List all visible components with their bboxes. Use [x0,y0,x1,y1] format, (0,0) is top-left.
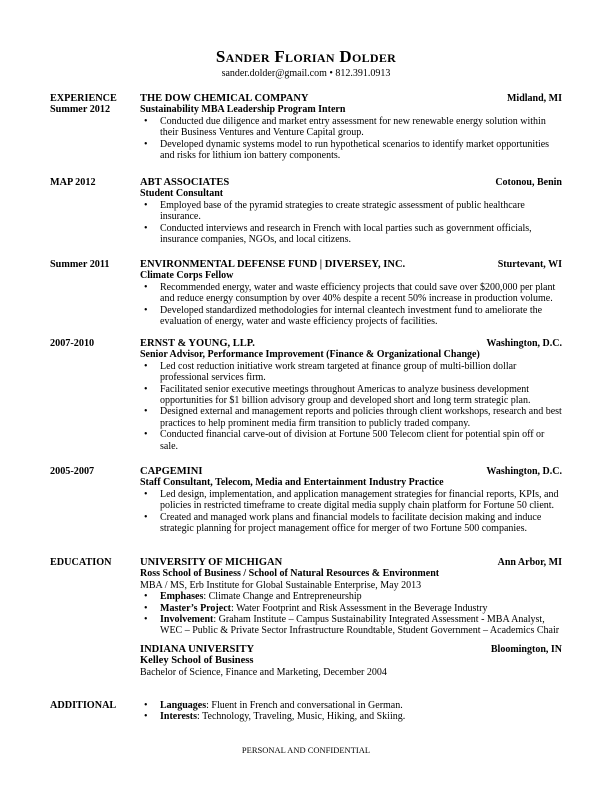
role-title: Student Consultant [140,188,224,200]
date-label: MAP 2012 [50,177,96,188]
bullet-item: • Developed standardized methodologies for internal cleantech investment fund to ameliorate the evaluation of energy, water and waste efficiency projects of facilities. [140,305,562,328]
section-label-experience [50,93,140,116]
degree-line: MBA / MS, Erb Institute for Global Sustainable Enterprise, May 2013 [140,579,422,591]
bullet-list [140,200,562,246]
additional-section [50,700,562,723]
role-title: Sustainability MBA Leadership Program Intern [140,104,346,116]
degree-line: Bachelor of Science, Finance and Marketing, December 2004 [140,666,387,678]
school-name: INDIANA UNIVERSITY [140,643,255,655]
bullet-item: • Conducted due diligence and market entry assessment for new renewable energy solution within their Business Ventures and Venture Capital group. [140,116,562,139]
bullet-item: • Designed external and management reports and policies through client workshops, research and best practices to help prominent media firm transition to publicly traded company. [140,406,562,429]
role-title: Climate Corps Fellow [140,270,234,282]
bullet-text: : Fluent in French and conversational in German. [206,700,403,711]
bullet-key: Emphases [160,591,204,603]
bullet-item: • Conducted interviews and research in French with local parties such as government officials, insurance companies, NGOs, and local citizens. [140,223,562,246]
bullet-item: • Facilitated senior executive meetings throughout Americas to analyze business development opportunities for $1 billion advisory group and developed short and long term strategic plan. [140,384,562,407]
bullet-list [140,282,562,328]
experience-capgemini [50,466,562,534]
experience-edf [50,259,562,327]
school-location: Bloomington, IN [490,643,562,655]
bullet-text: : Water Footprint and Risk Assessment in the Beverage Industry [230,602,488,614]
role-title: Senior Advisor, Performance Improvement (Finance & Organizational Change) [140,349,480,361]
section-label-additional: ADDITIONAL [50,700,117,711]
bullet-item [140,711,562,722]
experience-abt [50,177,562,245]
role-title: Staff Consultant, Telecom, Media and Entertainment Industry Practice [140,477,444,489]
bullet-item: • Led design, implementation, and application management strategies for financial reports, KPIs, and policies in restricted timeframe to create digital media supply chain platform for Fortune 50 client. [140,489,562,512]
bullet-list [140,591,562,637]
bullet-list [140,361,562,452]
bullet-list [140,489,562,535]
school-name: UNIVERSITY OF MICHIGAN [140,557,283,568]
school-division: Kelley School of Business [140,655,254,667]
bullet-key: Languages [160,700,207,711]
contact-line: sander.dolder@gmail.com • 812.391.0913 [221,68,391,79]
bullet-item: • Developed dynamic systems model to run hypothetical scenarios to identify market opportunities and risks for lithium ion battery components. [140,139,562,162]
education-section [50,557,562,678]
section-label: EXPERIENCE [50,93,117,104]
bullet-text: : Climate Change and Entrepreneurship [203,591,362,603]
org-location: Washington, D.C. [486,466,562,477]
bullet-item: • Conducted financial carve-out of division at Fortune 500 Telecom client for potential spin off or sale. [140,429,562,452]
school-location: Ann Arbor, MI [497,557,562,568]
bullet-item: • Recommended energy, water and waste efficiency projects that could save over $200,000 per plant and reduce energy consumption by over 40% despite a recent 50% increase in production volume. [140,282,562,305]
bullet-item [140,700,562,711]
bullet-item: • Created and managed work plans and financial models to facilitate decision making and induce strategic planning for project management office for merger of two Fortune 500 companies. [140,512,562,535]
bullet-key: Interests [160,711,198,723]
org-name: ABT ASSOCIATES [140,177,230,188]
bullet-item: • Employed base of the pyramid strategies to create strategic assessment of public healthcare insurance. [140,200,562,223]
date-label: Summer 2011 [50,259,110,270]
bullet-item [140,614,562,637]
school-division: Ross School of Business / School of Natural Resources & Environment [140,568,440,580]
org-location: Cotonou, Benin [495,177,562,188]
org-location: Sturtevant, WI [497,259,562,270]
experience-dow [50,93,562,161]
org-location: Washington, D.C. [486,338,562,349]
date-label: Summer 2012 [50,104,111,116]
bullet-key: Involvement [160,614,214,626]
bullet-text: : Technology, Traveling, Music, Hiking, and Skiing. [197,711,406,723]
bullet-key: Master’s Project [160,602,231,614]
bullet-item [140,603,562,614]
org-name: CAPGEMINI [140,466,203,477]
org-name: ERNST & YOUNG, LLP. [140,338,255,349]
confidential-footer: PERSONAL AND CONFIDENTIAL [241,745,371,755]
date-label: 2005-2007 [50,466,95,477]
bullet-item: • Led cost reduction initiative work stream targeted at finance group of multi-billion dollar professional services firm. [140,361,562,384]
org-location: Midland, MI [506,93,562,104]
section-label-education: EDUCATION [50,557,112,568]
experience-ey [50,338,562,452]
org-name: THE DOW CHEMICAL COMPANY [140,93,309,104]
org-name: ENVIRONMENTAL DEFENSE FUND | DIVERSEY, INC. [140,259,406,270]
bullet-item [140,591,562,602]
bullet-list [140,700,562,723]
bullet-text: : Graham Institute – Campus Sustainability Integrated Assessment - MBA Analyst, WEC – Public & Private Sector Infrastructure Roundtable, Student Government – Academics Chair [160,614,560,637]
candidate-name: Sander Florian Dolder [215,47,397,66]
date-label: 2007-2010 [50,338,95,349]
bullet-list [140,116,562,162]
